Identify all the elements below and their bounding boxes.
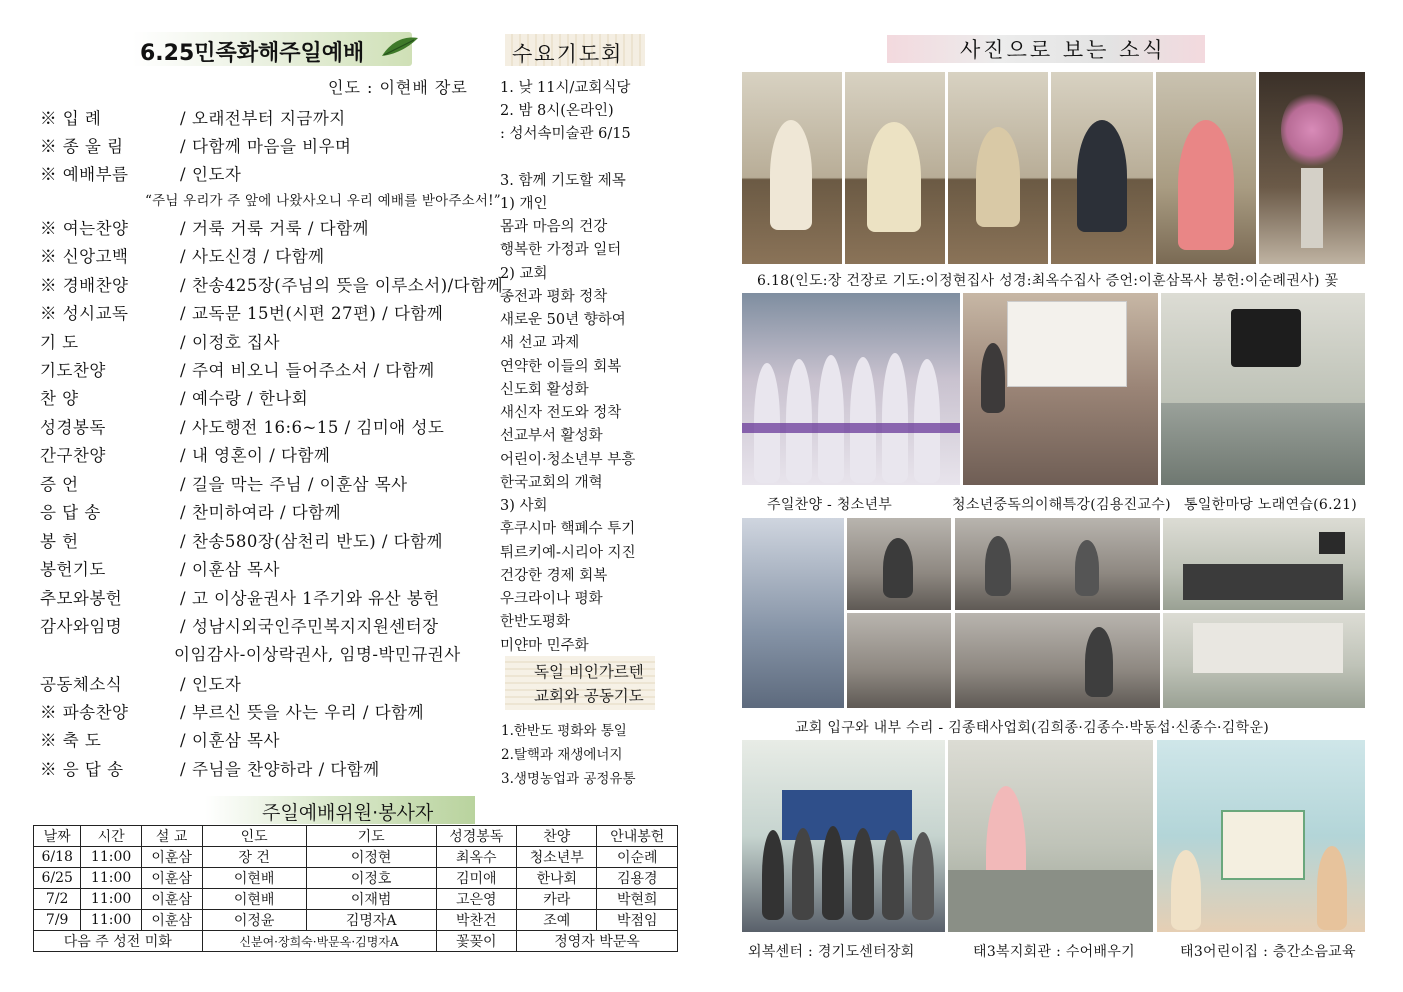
list-item: 새로운 50년 향하여 bbox=[500, 312, 626, 328]
order-content: 부르신 뜻을 사는 우리 / 다함께 bbox=[192, 703, 425, 722]
list-item: 한반도평화 bbox=[500, 614, 571, 630]
table-cell: 이정호 bbox=[306, 868, 436, 889]
table-cell: 최옥수 bbox=[436, 847, 516, 868]
order-row: ※ 신앙고백 / 사도신경 / 다함께 bbox=[40, 243, 325, 269]
order-row: ※ 축 도 / 이훈삼 목사 bbox=[40, 727, 280, 753]
list-item: 1) 개인 bbox=[500, 196, 548, 212]
photo-floor-finish bbox=[847, 613, 951, 708]
list-item: 건강한 경제 회복 bbox=[500, 568, 608, 584]
order-row: 추모와봉헌 / 고 이상윤권사 1주기와 유산 봉헌 bbox=[40, 585, 440, 611]
photo-caption: 주일찬양 - 청소년부 bbox=[767, 497, 893, 513]
table-row bbox=[34, 910, 678, 931]
photo-entrance-repair bbox=[742, 518, 844, 708]
photo-step-work bbox=[955, 613, 1160, 708]
order-label: 기 도 bbox=[40, 333, 79, 352]
order-label: 기도찬양 bbox=[40, 361, 106, 380]
table-cell: 김용경 bbox=[597, 868, 678, 889]
list-item: 미얀마 민주화 bbox=[500, 638, 589, 654]
order-label: 성경봉독 bbox=[40, 418, 106, 437]
photo-floor-work bbox=[847, 518, 951, 610]
photo-lecture bbox=[963, 293, 1158, 485]
order-row: ※ 여는찬양 / 거룩 거룩 거룩 / 다함께 bbox=[40, 215, 369, 241]
call-to-worship-quote: “주님 우리가 주 앞에 나왔사오니 우리 예배를 받아주소서!” bbox=[145, 193, 501, 209]
column-header: 인도 bbox=[202, 826, 306, 847]
table-row bbox=[34, 868, 678, 889]
order-content: 거룩 거룩 거룩 / 다함께 bbox=[192, 219, 369, 238]
photo-prayer bbox=[845, 72, 945, 264]
photo-center-meeting bbox=[742, 740, 945, 932]
table-row bbox=[34, 889, 678, 910]
photo-caption: 청소년중독의이해특강(김용진교수) bbox=[952, 497, 1171, 513]
order-row: 찬 양 / 예수랑 / 한나회 bbox=[40, 385, 308, 411]
order-content: 다함께 마음을 비우며 bbox=[192, 137, 352, 156]
order-content: 성남시외국인주민복지지원센터장 bbox=[192, 617, 439, 636]
order-label: 응 답 송 bbox=[40, 503, 101, 522]
column-header: 안내봉헌 bbox=[597, 826, 678, 847]
order-row: 응 답 송 / 찬미하여라 / 다함께 bbox=[40, 499, 341, 525]
order-label: 감사와임명 bbox=[40, 617, 123, 636]
order-row: 봉 헌 / 찬송580장(삼천리 반도) / 다함께 bbox=[40, 528, 443, 554]
order-label: ※ 축 도 bbox=[40, 731, 102, 750]
staff-title: 주일예배위원·봉사자 bbox=[262, 802, 434, 824]
order-content: 찬송425장(주님의 뜻을 이루소서)/다함께 bbox=[192, 276, 504, 295]
list-item: 3) 사회 bbox=[500, 498, 548, 514]
table-cell: 11:00 bbox=[81, 847, 141, 868]
list-item: 몸과 마음의 건강 bbox=[500, 219, 608, 235]
service-title: 6.25민족화해주일예배 bbox=[140, 41, 365, 66]
order-row: ※ 성시교독 / 교독문 15번(시편 27편) / 다함께 bbox=[40, 300, 443, 326]
table-cell: 11:00 bbox=[81, 910, 141, 931]
order-content: 인도자 bbox=[192, 165, 242, 184]
order-label: 찬 양 bbox=[40, 389, 79, 408]
list-item: 한국교회의 개혁 bbox=[500, 475, 603, 491]
photo-caption: 6.18(인도:장 건장로 기도:이정현집사 성경:최옥수집사 증언:이훈삼목사 봉헌:이순례권사) 꽃 bbox=[757, 273, 1339, 289]
list-item: 2) 교회 bbox=[500, 266, 548, 282]
table-cell: 11:00 bbox=[81, 889, 141, 910]
table-cell: 이훈삼 bbox=[141, 868, 202, 889]
table-cell: 이재범 bbox=[306, 889, 436, 910]
order-content: 이정호 집사 bbox=[192, 333, 280, 352]
table-cell: 고은영 bbox=[436, 889, 516, 910]
table-footer-row bbox=[34, 931, 678, 952]
table-cell: 6/18 bbox=[34, 847, 81, 868]
list-item: 새 선교 과제 bbox=[500, 335, 580, 351]
table-cell: 이훈삼 bbox=[141, 910, 202, 931]
photo-caption: 태3어린이집 : 층간소음교육 bbox=[1180, 944, 1356, 960]
photo-flowers bbox=[1259, 72, 1365, 264]
photo-offering bbox=[1156, 72, 1256, 264]
table-cell: 이현배 bbox=[202, 889, 306, 910]
order-label: ※ 경배찬양 bbox=[40, 276, 129, 295]
list-item: 1.한반도 평화와 통일 bbox=[501, 723, 627, 739]
list-item: 행복한 가정과 일터 bbox=[500, 242, 622, 258]
column-header: 찬양 bbox=[517, 826, 597, 847]
photo-leader bbox=[742, 72, 842, 264]
photo-sign-language bbox=[948, 740, 1153, 932]
order-label: 추모와봉헌 bbox=[40, 589, 123, 608]
german-prayer-title-line: 독일 비인가르텐 bbox=[534, 663, 644, 681]
order-content: 오래전부터 지금까지 bbox=[192, 109, 346, 128]
news-title: 사진으로 보는 소식 bbox=[960, 38, 1166, 62]
appointment-detail: 이임감사-이상락권사, 임명-박민규권사 bbox=[174, 645, 461, 664]
table-cell: 꽃꽂이 bbox=[436, 931, 516, 952]
order-row: ※ 예배부름 / 인도자 bbox=[40, 161, 241, 187]
order-content: 주여 비오니 들어주소서 / 다함께 bbox=[192, 361, 435, 380]
table-cell: 신분여·장희숙·박문옥·김명자A bbox=[202, 931, 436, 952]
order-content: 이훈삼 목사 bbox=[192, 560, 280, 579]
order-label: 공동체소식 bbox=[40, 675, 123, 694]
order-content: 사도신경 / 다함께 bbox=[192, 247, 325, 266]
order-label: 봉 헌 bbox=[40, 532, 79, 551]
table-cell: 박현희 bbox=[597, 889, 678, 910]
german-prayer-title bbox=[534, 660, 644, 708]
table-cell: 6/25 bbox=[34, 868, 81, 889]
table-cell: 11:00 bbox=[81, 868, 141, 889]
column-header: 시간 bbox=[81, 826, 141, 847]
column-header: 성경봉독 bbox=[436, 826, 516, 847]
column-header: 기도 bbox=[306, 826, 436, 847]
order-label: 간구찬양 bbox=[40, 446, 106, 465]
table-cell: 다음 주 성전 미화 bbox=[34, 931, 203, 952]
photo-sanctuary-front bbox=[1163, 518, 1365, 610]
table-row bbox=[34, 847, 678, 868]
table-cell: 이현배 bbox=[202, 868, 306, 889]
order-label: ※ 입 례 bbox=[40, 109, 102, 128]
order-content: 이훈삼 목사 bbox=[192, 731, 280, 750]
photo-caption: 외복센터 : 경기도센터장회 bbox=[748, 944, 915, 960]
photo-stage-work bbox=[955, 518, 1160, 610]
order-content: 고 이상윤권사 1주기와 유산 봉헌 bbox=[192, 589, 440, 608]
order-label: 증 언 bbox=[40, 475, 79, 494]
wednesday-title: 수요기도회 bbox=[512, 42, 624, 66]
list-item: 신도회 활성화 bbox=[500, 382, 589, 398]
order-label: ※ 파송찬양 bbox=[40, 703, 129, 722]
order-content: 길을 막는 주님 / 이훈삼 목사 bbox=[192, 475, 408, 494]
table-cell: 박찬건 bbox=[436, 910, 516, 931]
order-row: ※ 경배찬양 / 찬송425장(주님의 뜻을 이루소서)/다함께 bbox=[40, 272, 503, 298]
order-content: 내 영혼이 / 다함께 bbox=[192, 446, 331, 465]
order-row: 감사와임명 / 성남시외국인주민복지지원센터장 bbox=[40, 613, 439, 639]
table-cell: 이훈삼 bbox=[141, 847, 202, 868]
order-content: 인도자 bbox=[192, 675, 242, 694]
order-label: ※ 종 울 림 bbox=[40, 137, 124, 156]
photo-testimony bbox=[1051, 72, 1153, 264]
table-cell: 김명자A bbox=[306, 910, 436, 931]
list-item: 3.생명농업과 공정유통 bbox=[501, 771, 636, 787]
list-item: 2. 밤 8시(온라인) bbox=[500, 103, 614, 119]
photo-caption: 통일한마당 노래연습(6.21) bbox=[1184, 497, 1358, 513]
table-cell: 박점임 bbox=[597, 910, 678, 931]
table-cell: 김미애 bbox=[436, 868, 516, 889]
list-item: 어린이·청소년부 부흥 bbox=[500, 452, 636, 468]
list-item: 후쿠시마 핵폐수 투기 bbox=[500, 521, 636, 537]
order-row: 기도찬양 / 주여 비오니 들어주소서 / 다함께 bbox=[40, 357, 435, 383]
order-content: 주님을 찬양하라 / 다함께 bbox=[192, 760, 380, 779]
table-cell: 카라 bbox=[517, 889, 597, 910]
table-cell: 청소년부 bbox=[517, 847, 597, 868]
table-cell: 정영자 박문옥 bbox=[517, 931, 678, 952]
table-cell: 이정현 bbox=[306, 847, 436, 868]
table-cell: 7/2 bbox=[34, 889, 81, 910]
column-header: 설 교 bbox=[141, 826, 202, 847]
list-item: 3. 함께 기도할 제목 bbox=[500, 173, 626, 189]
leaf-icon bbox=[380, 34, 420, 60]
photo-noise-education bbox=[1157, 740, 1365, 932]
staff-table bbox=[33, 825, 678, 952]
list-item: 선교부서 활성화 bbox=[500, 428, 603, 444]
list-item: 우크라이나 평화 bbox=[500, 591, 603, 607]
order-label: ※ 예배부름 bbox=[40, 165, 129, 184]
photo-scripture bbox=[948, 72, 1048, 264]
table-cell: 한나회 bbox=[517, 868, 597, 889]
table-header-row bbox=[34, 826, 678, 847]
column-header: 날짜 bbox=[34, 826, 81, 847]
table-cell: 7/9 bbox=[34, 910, 81, 931]
order-label: ※ 성시교독 bbox=[40, 304, 129, 323]
order-row: 기 도 / 이정호 집사 bbox=[40, 329, 280, 355]
order-row: 성경봉독 / 사도행전 16:6~15 / 김미애 성도 bbox=[40, 414, 444, 440]
order-row: ※ 입 례 / 오래전부터 지금까지 bbox=[40, 105, 346, 131]
photo-caption: 태3복지회관 : 수어배우기 bbox=[973, 944, 1135, 960]
list-item: 종전과 평화 정착 bbox=[500, 289, 608, 305]
table-cell: 장 건 bbox=[202, 847, 306, 868]
german-prayer-title-line: 교회와 공동기도 bbox=[534, 687, 644, 705]
order-row: ※ 응 답 송 / 주님을 찬양하라 / 다함께 bbox=[40, 756, 380, 782]
service-leader: 인도 : 이현배 장로 bbox=[328, 78, 468, 97]
order-row: ※ 종 울 림 / 다함께 마음을 비우며 bbox=[40, 133, 351, 159]
list-item: : 성서속미술관 6/15 bbox=[500, 126, 631, 142]
list-item: 튀르키예-시리아 지진 bbox=[500, 545, 636, 561]
order-row: 봉헌기도 / 이훈삼 목사 bbox=[40, 556, 280, 582]
table-cell: 이훈삼 bbox=[141, 889, 202, 910]
order-content: 찬미하여라 / 다함께 bbox=[192, 503, 342, 522]
order-row: 증 언 / 길을 막는 주님 / 이훈삼 목사 bbox=[40, 471, 408, 497]
order-label: ※ 신앙고백 bbox=[40, 247, 129, 266]
order-content: 예수랑 / 한나회 bbox=[192, 389, 309, 408]
table-cell: 이순례 bbox=[597, 847, 678, 868]
table-cell: 이정윤 bbox=[202, 910, 306, 931]
order-row: ※ 파송찬양 / 부르신 뜻을 사는 우리 / 다함께 bbox=[40, 699, 424, 725]
order-label: ※ 여는찬양 bbox=[40, 219, 129, 238]
list-item: 1. 낮 11시/교회식당 bbox=[500, 80, 631, 96]
photo-song-practice bbox=[1161, 293, 1365, 485]
photo-sanctuary-stage bbox=[1163, 613, 1365, 708]
order-label: ※ 응 답 송 bbox=[40, 760, 124, 779]
order-row: 공동체소식 / 인도자 bbox=[40, 671, 241, 697]
order-content: 찬송580장(삼천리 반도) / 다함께 bbox=[192, 532, 443, 551]
photo-youth-choir bbox=[742, 293, 960, 485]
photo-caption: 교회 입구와 내부 수리 - 김종태사업회(김희종·김종수·박동섭·신종수·김학운) bbox=[795, 720, 1270, 736]
list-item: 연약한 이들의 회복 bbox=[500, 359, 622, 375]
order-row: 간구찬양 / 내 영혼이 / 다함께 bbox=[40, 442, 330, 468]
order-label: 봉헌기도 bbox=[40, 560, 106, 579]
list-item: 2.탈핵과 재생에너지 bbox=[501, 747, 623, 763]
list-item: 새신자 전도와 정착 bbox=[500, 405, 622, 421]
order-content: 사도행전 16:6~15 / 김미애 성도 bbox=[192, 418, 445, 437]
order-content: 교독문 15번(시편 27편) / 다함께 bbox=[192, 304, 444, 323]
table-cell: 조예 bbox=[517, 910, 597, 931]
